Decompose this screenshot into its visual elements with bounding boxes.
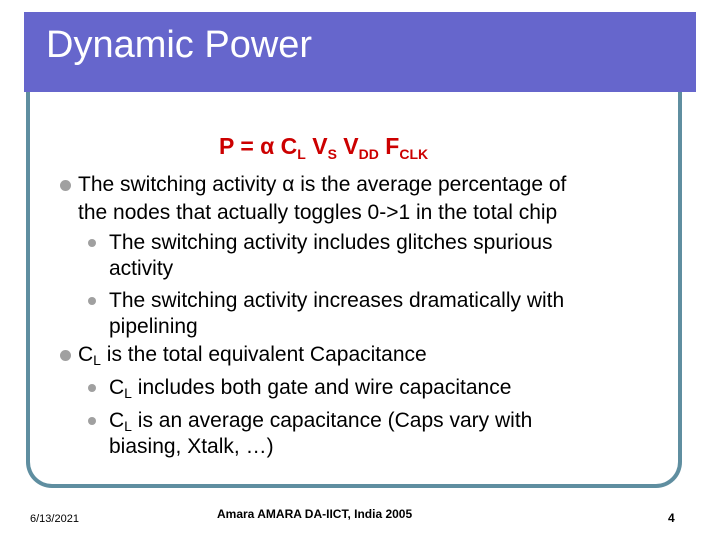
sub-bullet-dot xyxy=(88,417,96,425)
bullet-1-line-2: the nodes that actually toggles 0->1 in the total chip xyxy=(78,201,558,224)
sub-bullet-2-2-line-2: biasing, Xtalk, …) xyxy=(109,435,274,458)
formula-fclk-sub: CLK xyxy=(399,146,429,162)
sub-2-1-prefix: C xyxy=(109,376,125,399)
formula-vdd: V xyxy=(336,133,359,159)
sub-bullet-1-1-line-2: activity xyxy=(109,257,174,280)
formula-vs-sub: S xyxy=(327,146,337,162)
slide-title: Dynamic Power xyxy=(46,24,313,66)
sub-2-2-prefix: C xyxy=(109,409,125,432)
formula-cl-sub: L xyxy=(297,146,306,162)
sub-bullet-dot xyxy=(88,239,96,247)
bullet-2-line-1 xyxy=(78,342,427,373)
sub-2-2-prefix-sub: L xyxy=(124,418,132,434)
sub-bullet-dot xyxy=(88,297,96,305)
footer-date: 6/13/2021 xyxy=(30,513,79,525)
sub-2-2-rest: is an average capacitance (Caps vary with xyxy=(131,409,533,432)
title-underline xyxy=(30,92,636,97)
bullet-2-rest: is the total equivalent Capacitance xyxy=(100,343,427,366)
sub-bullet-1-2-line-1: The switching activity increases dramatically with xyxy=(109,289,565,312)
bullet-2-prefix: C xyxy=(78,343,94,366)
formula-p: P = α C xyxy=(219,133,298,159)
sub-2-1-prefix-sub: L xyxy=(124,385,132,401)
bullet-dot xyxy=(60,180,71,191)
bullet-1-line-1: The switching activity α is the average percentage of xyxy=(78,173,567,196)
bullet-dot xyxy=(60,350,71,361)
formula-vdd-sub: DD xyxy=(358,146,379,162)
page-number: 4 xyxy=(668,511,675,525)
sub-2-1-rest: includes both gate and wire capacitance xyxy=(131,376,512,399)
formula-vs: V xyxy=(305,133,328,159)
bullet-2-prefix-sub: L xyxy=(93,352,101,368)
sub-bullet-1-2-line-2: pipelining xyxy=(109,315,198,338)
formula-fclk: F xyxy=(378,133,400,159)
sub-bullet-1-1-line-1: The switching activity includes glitches spurious xyxy=(109,231,553,254)
sub-bullet-dot xyxy=(88,384,96,392)
power-formula xyxy=(219,132,428,168)
sub-bullet-2-1-line-1 xyxy=(109,375,511,406)
footer-credit: Amara AMARA DA-IICT, India 2005 xyxy=(217,507,413,521)
